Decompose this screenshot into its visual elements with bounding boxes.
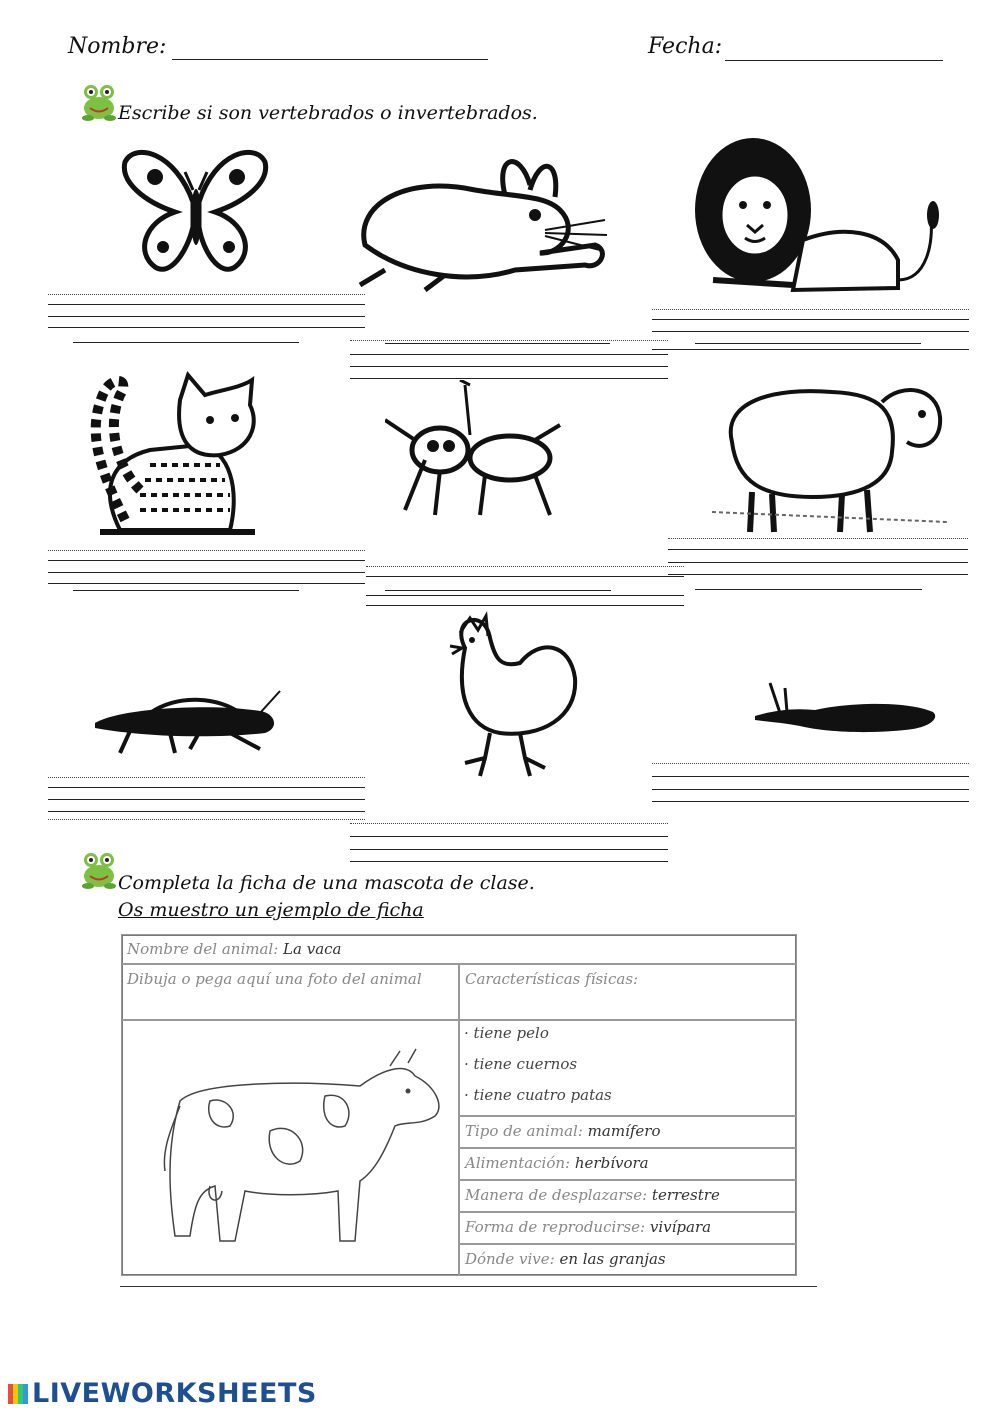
fiche-row-label: Alimentación:: [465, 1154, 571, 1172]
fiche-row-label: Tipo de animal:: [465, 1122, 583, 1140]
grasshopper-icon: [90, 683, 285, 755]
logo-text: LIVEWORKSHEETS: [32, 1378, 317, 1409]
hen-icon: [430, 608, 580, 780]
instruction-vertebrates: Escribe si son vertebrados o invertebrados.: [118, 102, 538, 124]
fiche-row-value: herbívora: [574, 1154, 649, 1172]
fiche-row-value: vivípara: [649, 1218, 712, 1236]
fiche-row-food: [459, 1148, 797, 1180]
fiche-name-cell: [121, 934, 797, 964]
date-label: Fecha:: [648, 34, 723, 59]
answer-lines-grasshopper[interactable]: [48, 777, 365, 821]
butterfly-icon: [115, 142, 275, 287]
answer-lines-rabbit[interactable]: [350, 340, 668, 382]
fiche-row-movement: [459, 1180, 797, 1212]
fiche-row-habitat: [459, 1244, 797, 1276]
fiche-name-label: Nombre del animal:: [127, 940, 279, 958]
fiche-feature-item: · tiene cuernos: [464, 1055, 578, 1073]
fiche-row-value: mamífero: [587, 1122, 661, 1140]
fiche-name-value: La vaca: [283, 940, 342, 958]
fiche-draw-label-cell: [121, 964, 459, 1020]
answer-lines-butterfly[interactable]: [48, 294, 365, 346]
fiche-row-value: terrestre: [651, 1186, 720, 1204]
instruction-fiche: Completa la ficha de una mascota de clase.: [118, 872, 535, 894]
cow-icon: [150, 1041, 445, 1246]
fiche-example-subtitle: Os muestro un ejemplo de ficha: [118, 899, 424, 921]
logo-mark-icon: [8, 1384, 28, 1404]
sheep-icon: [712, 372, 947, 537]
answer-lines-lion[interactable]: [652, 309, 969, 353]
fiche-row-label: Forma de reproducirse:: [465, 1218, 646, 1236]
fiche-row-type: [459, 1116, 797, 1148]
lion-icon: [693, 130, 945, 298]
fiche-features-label-cell: [459, 964, 797, 1020]
fiche-feature-item: · tiene pelo: [464, 1024, 549, 1042]
fiche-drawing-cell: [121, 1020, 459, 1276]
answer-lines-spider[interactable]: [366, 566, 684, 608]
rabbit-icon: [345, 135, 615, 295]
fiche-draw-label: Dibuja o pega aquí una foto del animal: [127, 970, 422, 988]
divider: [120, 1286, 817, 1287]
answer-lines-hen[interactable]: [350, 823, 668, 865]
liveworksheets-logo[interactable]: [8, 1378, 317, 1409]
fiche-feature-item: · tiene cuatro patas: [464, 1086, 612, 1104]
fiche-features-label: Características físicas:: [465, 970, 639, 988]
fiche-row-label: Dónde vive:: [465, 1250, 555, 1268]
cat-icon: [80, 370, 270, 542]
answer-lines-cat[interactable]: [48, 550, 365, 594]
name-field[interactable]: [172, 59, 488, 60]
answer-lines-sheep[interactable]: [668, 538, 968, 592]
slug-icon: [755, 678, 940, 738]
fiche-row-value: en las granjas: [559, 1250, 666, 1268]
fiche-row-reproduction: [459, 1212, 797, 1244]
frog-icon: [80, 850, 118, 890]
spider-icon: [385, 380, 565, 520]
fiche-row-label: Manera de desplazarse:: [465, 1186, 648, 1204]
answer-lines-slug[interactable]: [652, 763, 969, 805]
name-label: Nombre:: [68, 34, 167, 59]
date-field[interactable]: [725, 60, 943, 61]
frog-icon: [80, 82, 118, 122]
